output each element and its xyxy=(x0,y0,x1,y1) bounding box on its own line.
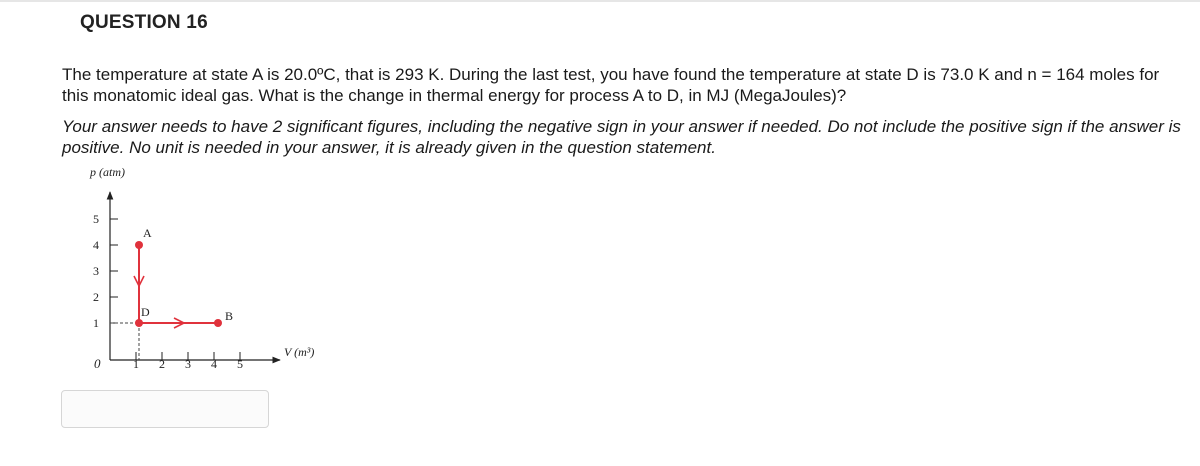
y-axis-label: p (atm) xyxy=(90,165,125,179)
x-tick-label: 2 xyxy=(159,357,165,371)
y-tick-label: 2 xyxy=(93,290,99,304)
x-tick-label: 4 xyxy=(211,357,217,371)
state-point-b xyxy=(214,319,222,327)
y-tick-label: 3 xyxy=(93,264,99,278)
x-tick-label: 3 xyxy=(185,357,191,371)
answer-input[interactable] xyxy=(61,390,269,428)
instruction-text: Your answer needs to have 2 significant figures, including the negative sign in your answer if needed. Do not include the positive sign if the answer is positive. No unit is needed in your answer, it is already given in the question statement. xyxy=(62,117,1181,157)
question-title: QUESTION 16 xyxy=(80,12,208,33)
y-tick-label: 4 xyxy=(93,238,99,252)
x-tick-label: 1 xyxy=(133,357,139,371)
state-label-d: D xyxy=(141,305,150,319)
y-tick-label: 5 xyxy=(93,212,99,226)
process-a-to-d-arrow-icon xyxy=(134,276,144,286)
x-tick-label: 5 xyxy=(237,357,243,371)
state-label-b: B xyxy=(225,309,234,323)
origin-label: 0 xyxy=(94,356,101,371)
state-point-d xyxy=(135,319,143,327)
axis-ticks xyxy=(93,212,243,371)
process-d-to-b-arrow-icon xyxy=(174,318,184,328)
top-divider xyxy=(0,0,1200,2)
state-point-a xyxy=(135,241,143,249)
y-tick-label: 1 xyxy=(93,316,99,330)
question-text: The temperature at state A is 20.0ºC, that is 293 K. During the last test, you have found the temperature at state D is 73.0 K and n = 164 moles for this monatomic ideal gas. What is the change in thermal energy for process A to D, in MJ (MegaJoules)? xyxy=(62,65,1160,105)
state-label-a: A xyxy=(143,226,152,240)
x-axis-label: V (m³) xyxy=(284,345,315,359)
